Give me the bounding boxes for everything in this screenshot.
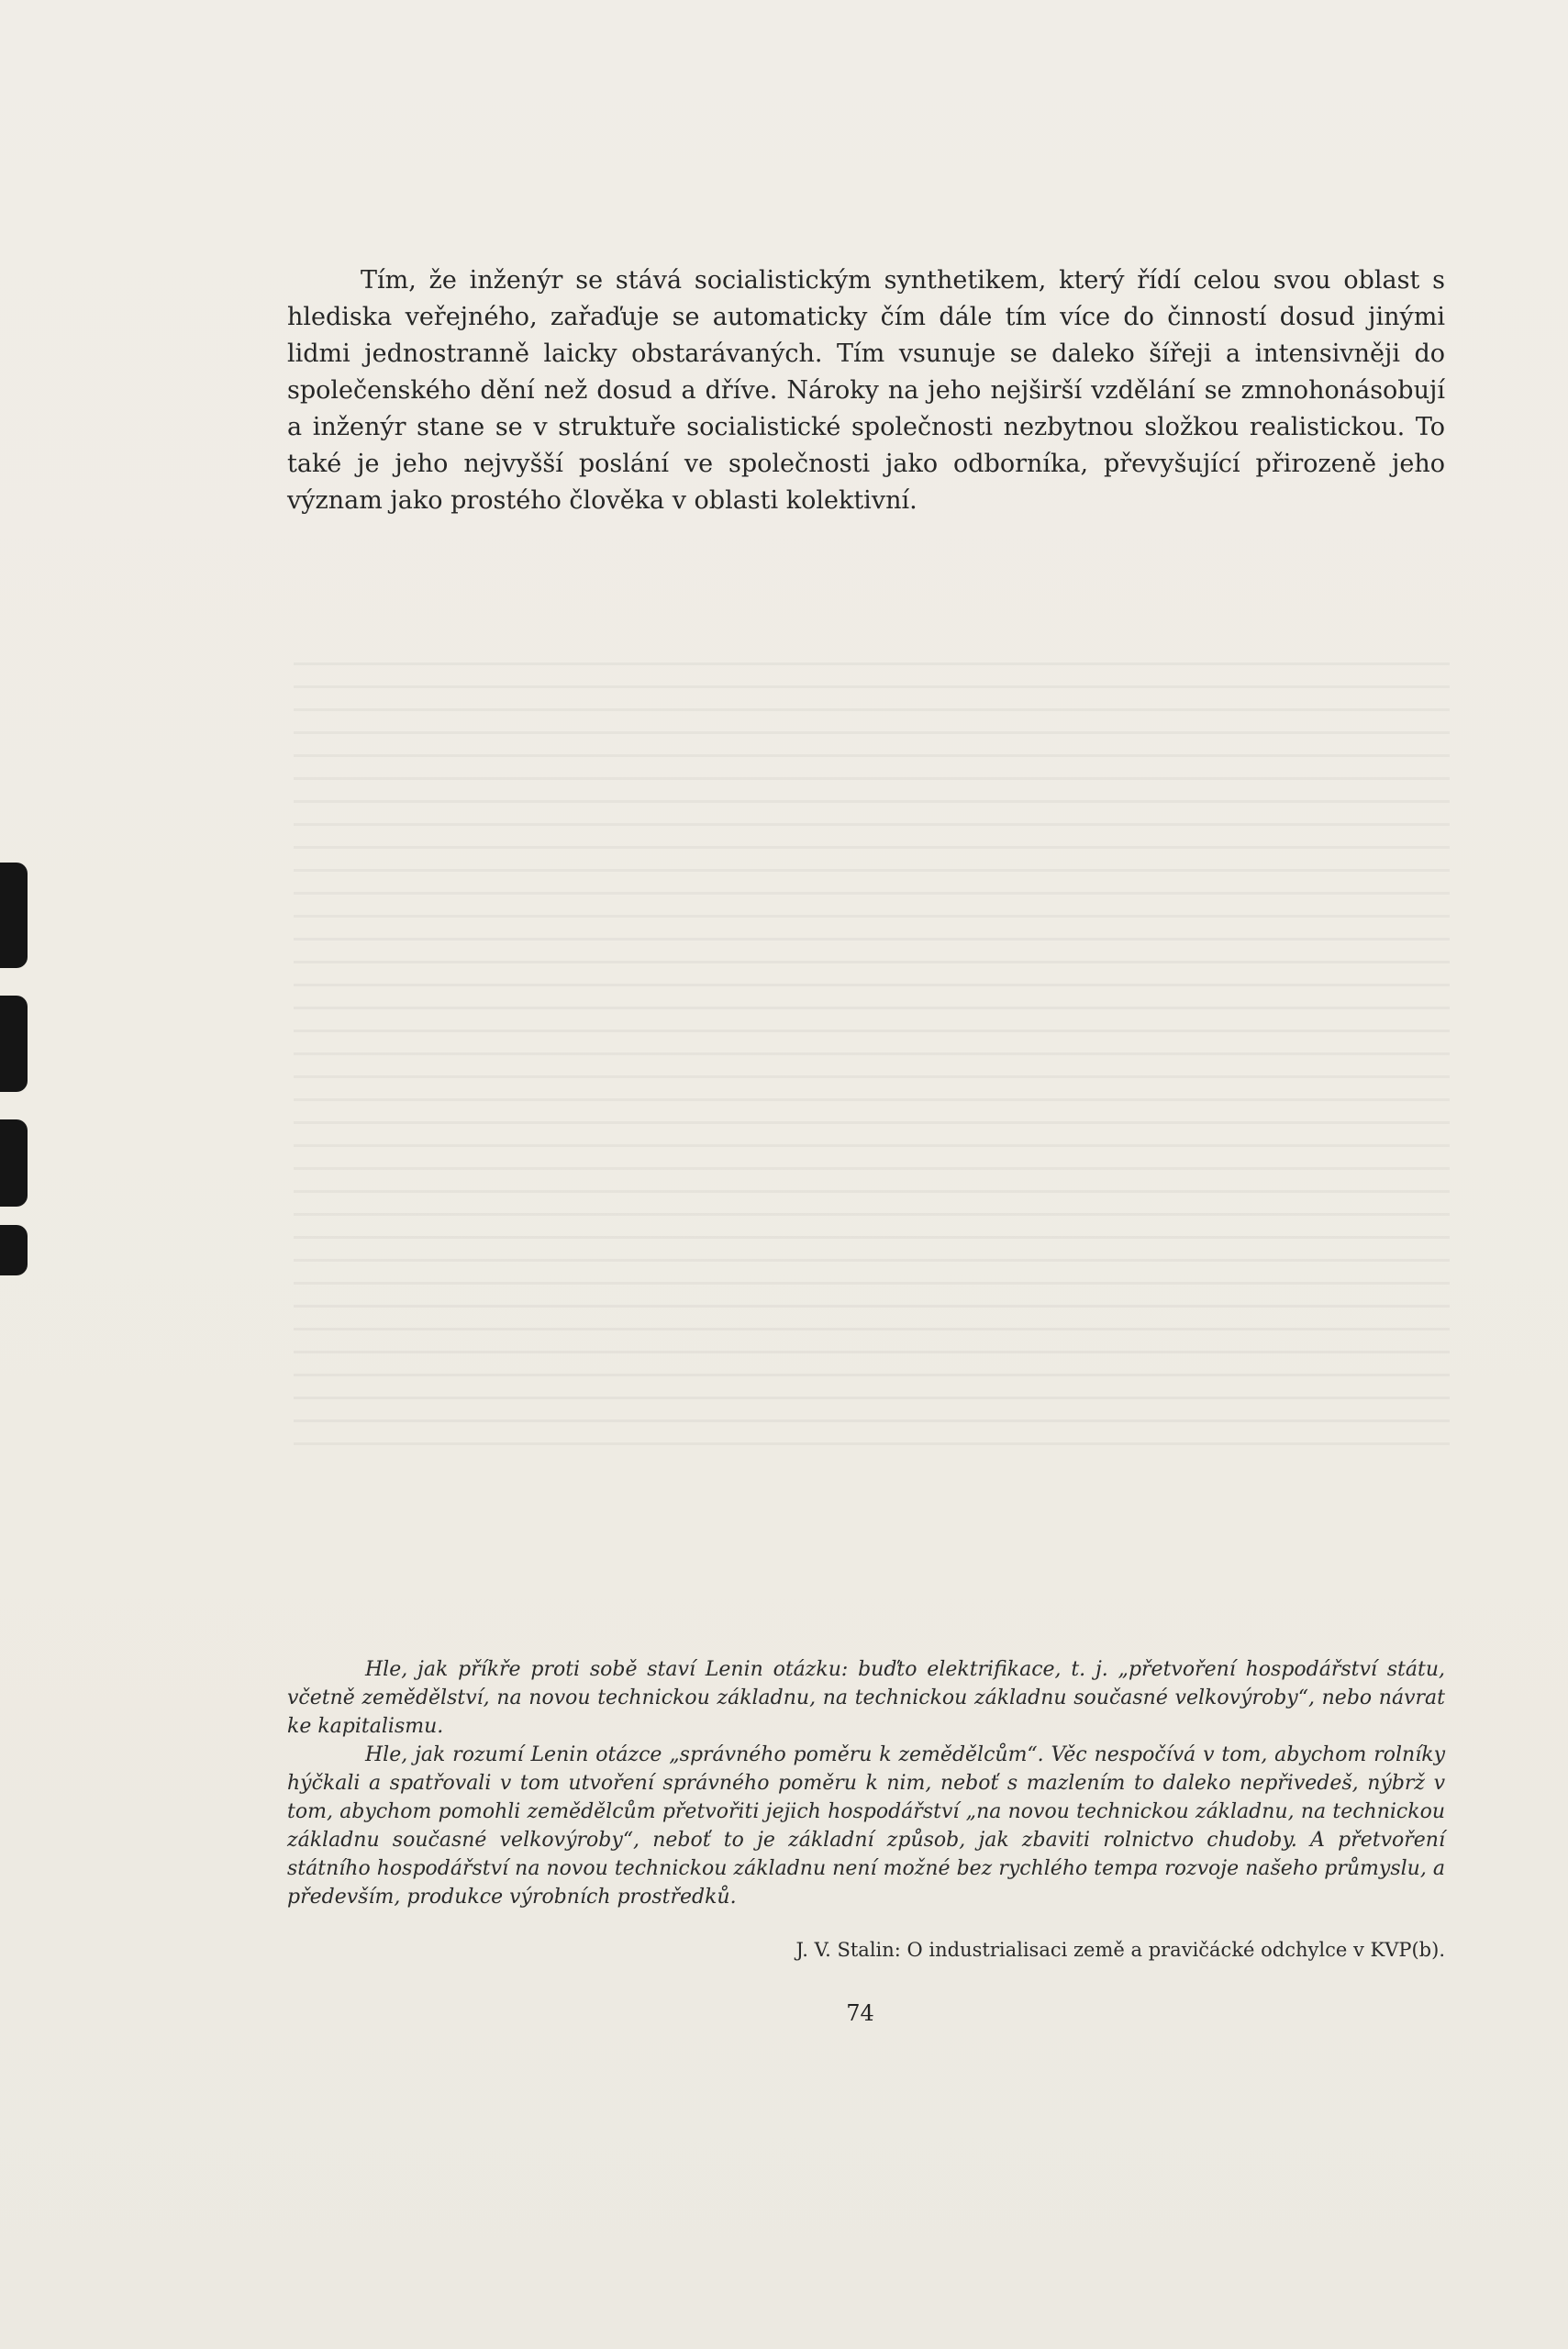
binding-ring	[0, 996, 28, 1092]
binding-ring	[0, 863, 28, 968]
quotation-block	[287, 1655, 1445, 1911]
main-paragraph: Tím, že inženýr se stává socialistickým synthetikem, který řídí celou svou oblast s hlediska veřejného, zařaďuje se automaticky čím dále tím více do činností dosud jinými lidmi jednostranně laicky obstarávaných. Tím vsunuje se daleko šířeji a intensivněji do společenského dění než dosud a dříve. Nároky na jeho nejširší vzdělání se zmnohonásobují a inženýr stane se v struktuře socialistické společnosti nezbytnou složkou realistickou. To také je jeho nejvyšší poslání ve společnosti jako odborníka, převyšující přirozeně jeho význam jako prostého člověka v oblasti kolektivní.	[287, 266, 1445, 515]
binding-ring	[0, 1119, 28, 1207]
quote-paragraph-2: Hle, jak rozumí Lenin otázce „správného poměru k zemědělcům“. Věc nespočívá v tom, abychom rolníky hýčkali a spatřovali v tom utvoření správného poměru k nim, neboť s mazlením to daleko nepřivedeš, nýbrž v tom, abychom pomohli zemědělcům přetvořiti jejich hospodářství „na novou technickou základnu, na technickou základnu současné velkovýroby“, neboť to je základní způsob, jak zbaviti rolnictvo chudoby. A přetvoření státního hospodářství na novou technickou základnu není možné bez rychlého tempa rozvoje našeho průmyslu, a především, produkce výrobních prostředků.	[287, 1743, 1445, 1909]
binding-ring	[0, 1225, 28, 1275]
binding-rings	[0, 863, 37, 1275]
main-text-block	[287, 262, 1445, 519]
page-number: 74	[846, 2000, 874, 2026]
quote-attribution: J. V. Stalin: O industrialisaci země a pravičácké odchylce v KVP(b).	[795, 1939, 1445, 1961]
show-through-text	[294, 642, 1450, 1450]
quote-paragraph-1: Hle, jak příkře proti sobě staví Lenin otázku: buďto elektrifikace, t. j. „přetvoření hospodářství státu, včetně zemědělství, na novou technickou základnu, na technickou základnu současné velkovýroby“, nebo návrat ke kapitalismu.	[287, 1658, 1445, 1738]
